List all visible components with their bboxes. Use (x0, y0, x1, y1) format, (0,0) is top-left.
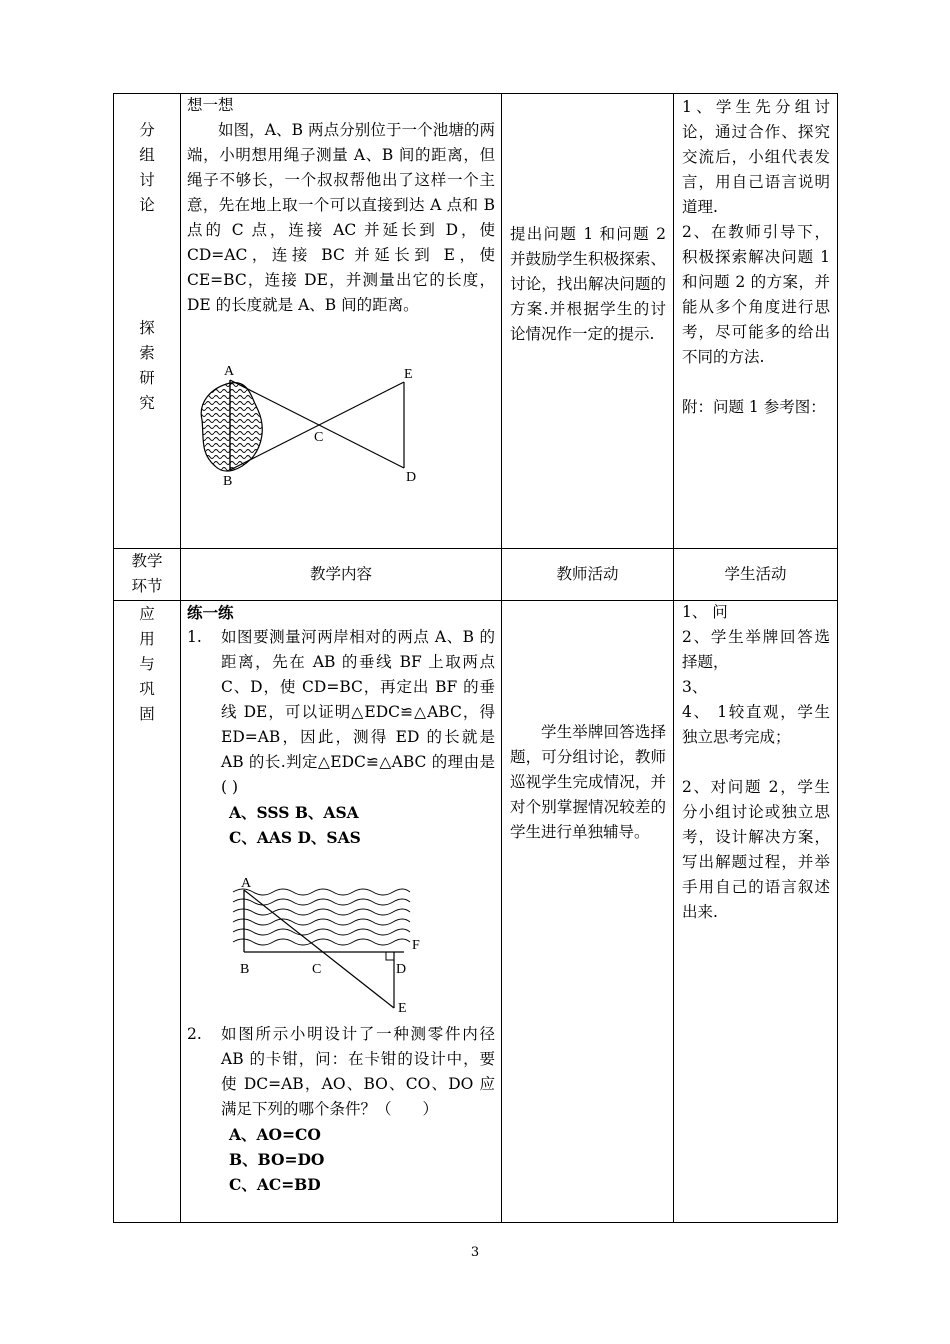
problem-text: 如图，A、B 两点分别位于一个池塘的两端，小明想用绳子测量 A、B 间的距离，但绳子不够长，一个叔叔帮他出了这样一个主意，先在地上取一个可以直接到达 A 点和 B 点的 C 点，连接 AC 并延长到 D，使 CD=AC，连接 BC 并延长到 E，使 CE=BC，连接 DE，并测量出它的长度，DE 的长度就是 A、B 间的距离。 (187, 121, 495, 314)
row-divider-1 (113, 548, 838, 549)
question-text: 如图所示小明设计了一种测零件内径 AB 的卡钳，问：在卡钳的设计中，要使 DC=AB，AO、BO、CO、DO 应满足下列的哪个条件？（ ） (221, 1025, 495, 1118)
table-divider-2 (501, 93, 502, 1223)
stage-cell-application (114, 602, 180, 727)
stage-char: 研 (139, 369, 155, 387)
table-divider-3 (673, 93, 674, 1223)
student-line: 3、 (682, 678, 708, 696)
stage-cell-group-discussion (114, 118, 180, 218)
stage-char: 应 (139, 605, 155, 623)
header-teacher: 教师活动 (556, 565, 619, 583)
table-divider-1 (180, 93, 181, 1223)
student-note: 附：问题 1 参考图： (682, 398, 826, 416)
label-a: A (224, 364, 235, 379)
student-line: 2、学生举牌回答选择题， (682, 628, 830, 671)
content-cell-practice (187, 600, 495, 850)
table-border-right (837, 93, 838, 1223)
header-content: 教学内容 (309, 565, 372, 583)
label-c: C (312, 962, 322, 977)
option-line: C、AAS D、SAS (229, 828, 361, 847)
question-2-block (187, 1022, 495, 1197)
label-b: B (223, 474, 233, 489)
option-line: A、AO=CO (229, 1125, 321, 1144)
content-cell-think (187, 93, 495, 318)
stage-char: 探 (139, 319, 155, 337)
stage-char: 分 (139, 121, 155, 139)
label-c: C (314, 430, 324, 445)
stage-char: 与 (139, 655, 155, 673)
student-step-1: 1、学生先分组讨论，通过合作、探究交流后，小组代表发言，用自己语言说明道理. (682, 98, 830, 216)
right-angle-mark (386, 952, 394, 960)
stage-char: 用 (139, 630, 155, 648)
section-title: 练一练 (187, 603, 234, 622)
option-line: A、SSS B、ASA (229, 803, 359, 822)
river-waves (233, 889, 410, 945)
label-d: D (406, 470, 417, 485)
teacher-activity-2: 学生举牌回答选择题，可分组讨论，教师巡视学生完成情况，并对个别掌握情况较差的学生进行单独辅导。 (510, 723, 666, 841)
student-line: 4、 1较直观，学生独立思考完成； (682, 703, 830, 746)
label-e: E (398, 1001, 407, 1016)
segment-ae (244, 890, 394, 1008)
option-line: C、AC=BD (229, 1175, 321, 1194)
label-d: D (396, 962, 407, 977)
student-line: 1、 问 (682, 603, 728, 621)
stage-char: 讨 (139, 171, 155, 189)
question-1 (187, 625, 495, 800)
stage-char: 究 (139, 394, 155, 412)
stage-char: 组 (139, 146, 155, 164)
page-number: 3 (470, 1245, 480, 1260)
label-a: A (241, 876, 252, 891)
student-line: 2、对问题 2，学生分小组讨论或独立思考，设计解决方案，写出解题过程，并举手用自己的语言叙述出来. (682, 778, 830, 921)
label-e: E (404, 367, 413, 382)
pond-figure (190, 358, 430, 490)
stage-cell-exploration (114, 316, 180, 416)
question-text: 如图要测量河两岸相对的两点 A、B 的距离，先在 AB 的垂线 BF 上取两点 C、D，使 CD=BC，再定出 BF 的垂线 DE，可以证明△EDC≌△ABC，得 ED=AB，因此，测得 ED 的长就是 AB 的长.判定△EDC≌△ABC 的理由是( ) (221, 628, 495, 796)
stage-char: 固 (139, 705, 155, 723)
student-step-2: 2、在教师引导下，积极探索解决问题 1 和问题 2 的方案，并能从多个角度进行思考，尽可能多的给出不同的方法. (682, 223, 830, 366)
student-activity-2 (682, 600, 830, 925)
question-2 (187, 1022, 495, 1122)
stage-char: 巩 (139, 680, 155, 698)
teacher-activity-1: 提出问题 1 和问题 2 并鼓励学生积极探索、讨论，找出解决问题的方案.并根据学生的讨论情况作一定的提示. (510, 225, 666, 343)
header-stage-line: 教学 (131, 552, 163, 570)
label-f: F (412, 938, 420, 953)
stage-char: 论 (139, 196, 155, 214)
section-title: 想一想 (187, 96, 234, 114)
question-number: 1. (187, 628, 202, 646)
header-stage (114, 549, 180, 599)
table-border-bottom (113, 1222, 838, 1223)
label-b: B (240, 962, 250, 977)
header-student: 学生活动 (724, 565, 787, 583)
river-figure (228, 872, 428, 1020)
header-stage-line: 环节 (131, 577, 163, 595)
question-number: 2. (187, 1025, 202, 1043)
student-activity-1 (682, 95, 830, 420)
option-line: B、BO=DO (229, 1150, 325, 1169)
stage-char: 索 (139, 344, 155, 362)
